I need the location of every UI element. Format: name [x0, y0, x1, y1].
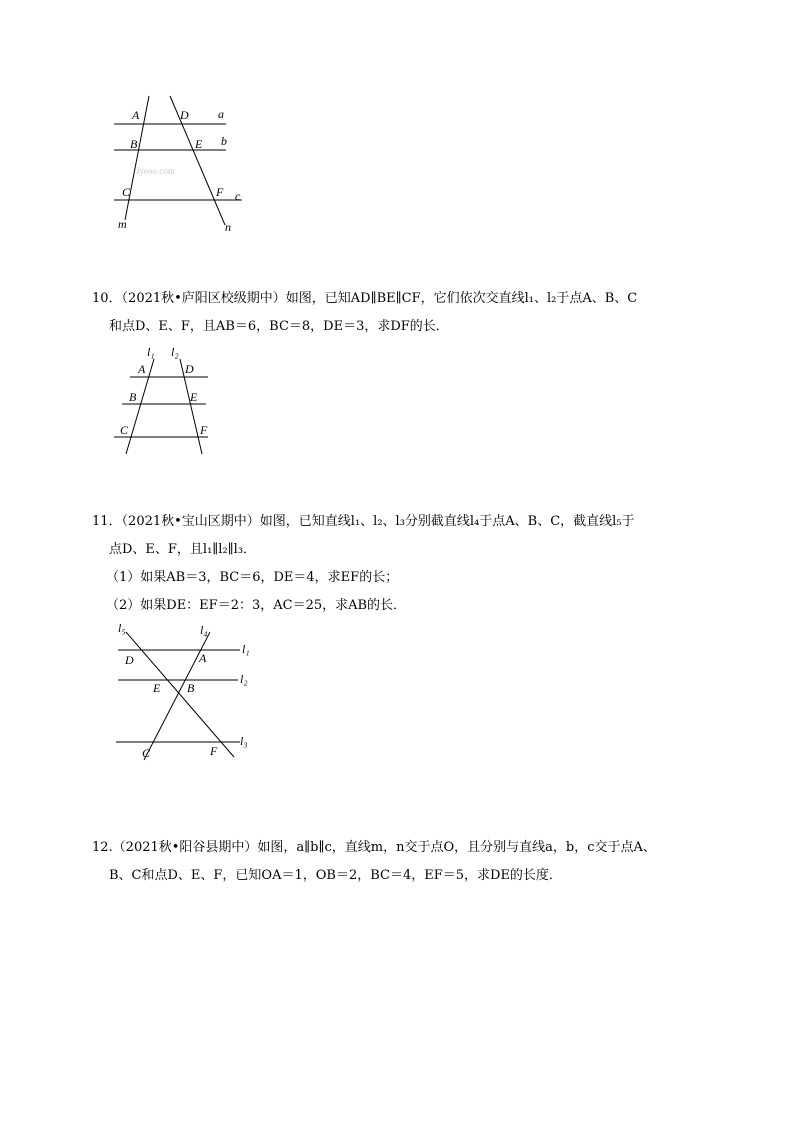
- label-l2: l₂: [240, 672, 248, 686]
- problem-10-line-2: 和点D、E、F，且AB＝6，BC＝8，DE＝3，求DF的长．: [109, 319, 449, 334]
- line-n: [170, 96, 225, 225]
- label-D: D: [125, 653, 134, 667]
- label-F: F: [210, 744, 218, 758]
- label-F: F: [200, 423, 208, 437]
- problem-11-question-2: （2）如果DE：EF＝2：3，AC＝25，求AB的长．: [106, 598, 407, 613]
- problem-11-line-2: 点D、E、F，且l₁∥l₂∥l₃．: [109, 542, 257, 557]
- figure-problem-10: [110, 342, 220, 458]
- problem-12-line-2: B、C和点D、E、F，已知OA＝1，OB＝2，BC＝4，EF＝5，求DE的长度．: [109, 868, 562, 883]
- label-E: E: [190, 390, 198, 404]
- problem-12-line-1: 12.（2021秋•阳谷县期中）如图，a∥b∥c，直线m，n交于点O，且分别与直线a，b，c交于点A、: [92, 840, 656, 855]
- label-c: c: [235, 189, 241, 203]
- label-E: E: [153, 681, 161, 695]
- label-a: a: [218, 107, 224, 121]
- figure-parallel-lines-abc: [108, 92, 258, 237]
- label-l4: l₄: [200, 623, 208, 637]
- watermark: Jyeoo.com: [136, 166, 175, 176]
- line-l5: [126, 632, 234, 757]
- label-D: D: [185, 362, 194, 376]
- label-l3: l₃: [240, 734, 248, 748]
- label-E: E: [195, 137, 203, 151]
- label-n: n: [225, 220, 231, 234]
- label-C: C: [142, 746, 151, 760]
- label-D: D: [180, 108, 189, 122]
- label-l1: l₁: [242, 642, 250, 656]
- label-l1: l₁: [147, 345, 155, 359]
- label-l2: l₂: [171, 345, 179, 359]
- problem-11-line-1: 11．（2021秋•宝山区期中）如图，已知直线l₁、l₂、l₃分别截直线l₄于点A、B、C，截直线l₅于: [92, 514, 635, 529]
- label-A: A: [132, 108, 140, 122]
- problem-12: [92, 834, 656, 890]
- figure-problem-11: [110, 620, 260, 765]
- label-A: A: [138, 362, 146, 376]
- label-B: B: [130, 137, 138, 151]
- problem-11-question-1: （1）如果AB＝3，BC＝6，DE＝4，求EF的长；: [106, 570, 399, 585]
- label-B: B: [187, 681, 195, 695]
- label-B: B: [129, 390, 137, 404]
- label-m: m: [118, 217, 127, 231]
- label-l5: l₅: [118, 621, 126, 635]
- label-F: F: [216, 185, 224, 199]
- problem-10-line-1: 10．（2021秋•庐阳区校级期中）如图，已知AD∥BE∥CF，它们依次交直线l₁、l₂于点A、B、C: [92, 291, 638, 306]
- problem-11: [92, 508, 635, 620]
- label-b: b: [221, 134, 227, 148]
- label-A: A: [199, 651, 207, 665]
- label-C: C: [122, 185, 131, 199]
- problem-10: [92, 285, 637, 341]
- label-C: C: [120, 423, 129, 437]
